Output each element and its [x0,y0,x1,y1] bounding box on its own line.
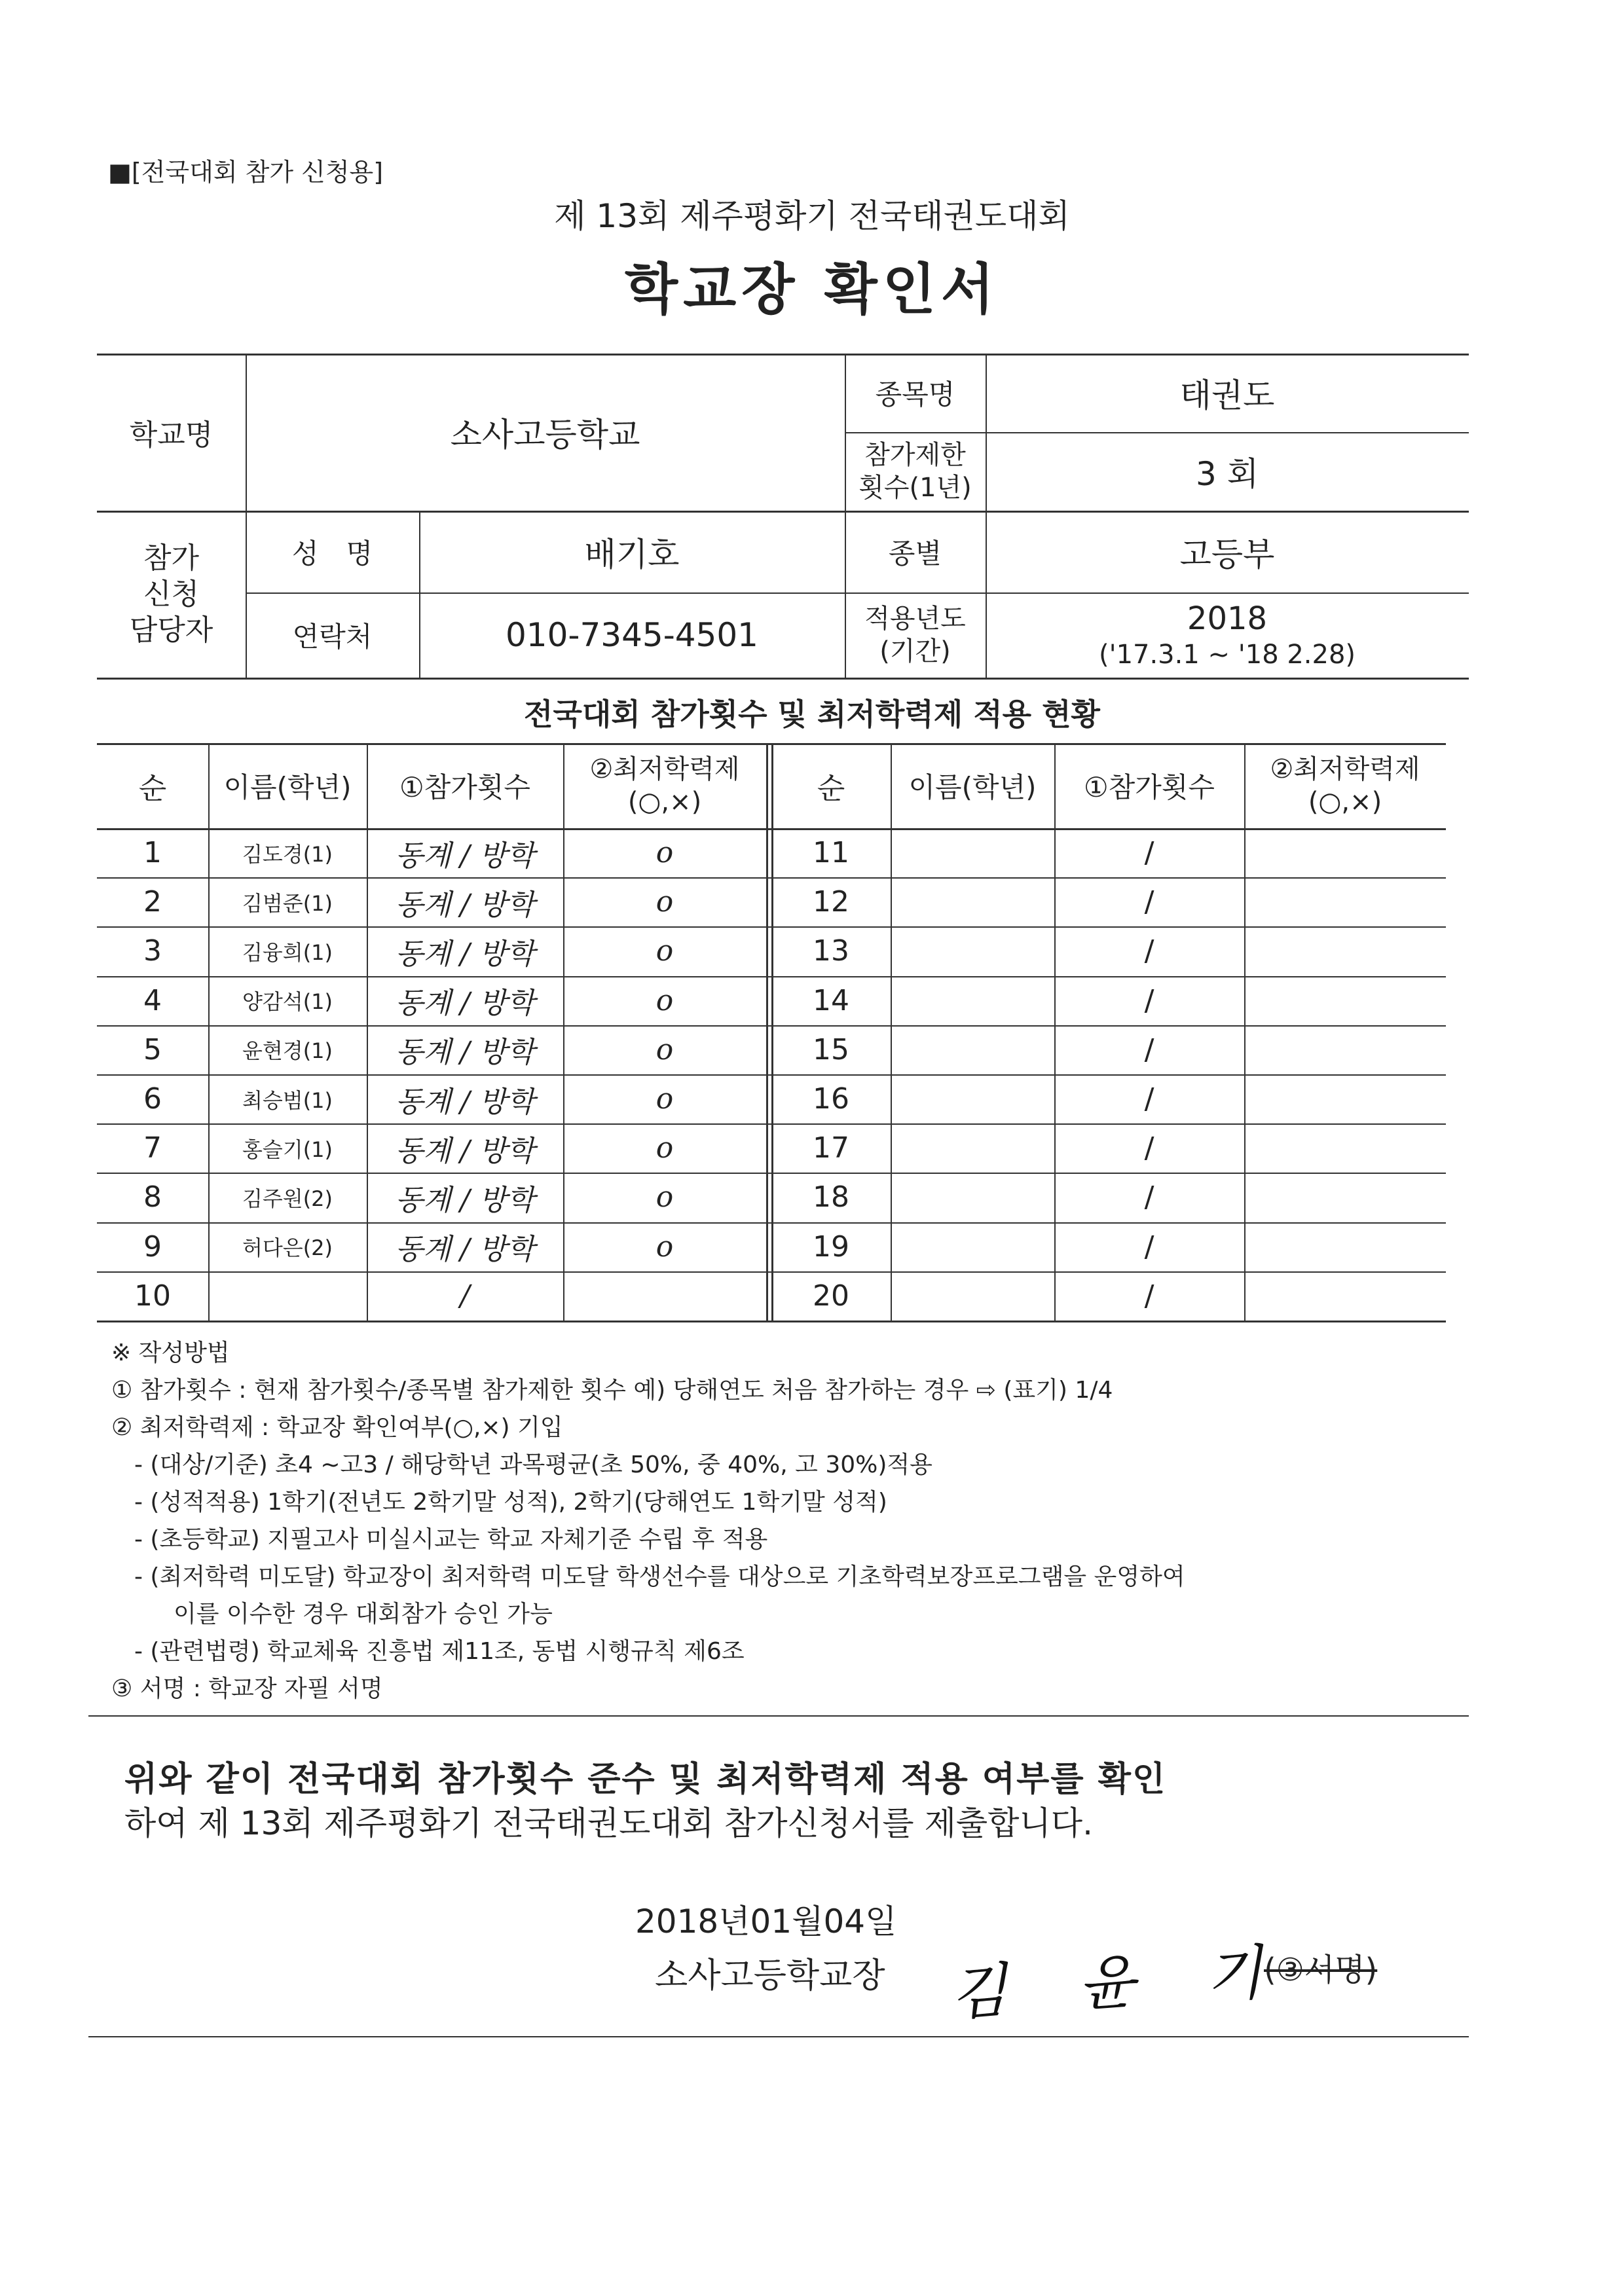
year-value: 2018 [1187,600,1268,637]
cell-min [1244,976,1446,1025]
signature-seal-label: (③서명) [1264,1952,1378,1988]
note-2d-continued: 이를 이수한 경우 대회참가 승인 가능 [174,1601,553,1628]
cell-count: 동계 / 방학 [395,1036,535,1070]
cell-no: 13 [813,934,849,968]
cell-name [891,1222,1054,1271]
note-2e: - (관련법령) 학교체육 진흥법 제11조, 동법 시행규칙 제6조 [134,1638,745,1665]
cell-count: / [1144,983,1154,1017]
cell-min [1244,1173,1446,1222]
cell-count: 동계 / 방학 [395,1134,535,1168]
cell-no: 14 [813,983,849,1017]
year-period: ('17.3.1 ~ '18 2.28) [1098,640,1356,670]
cell-name [891,1025,1054,1074]
cell-min [1244,926,1446,975]
cell-name: 허다은(2) [242,1235,333,1261]
cell-name: 김융희(1) [242,939,333,965]
cell-min: o [655,1082,674,1116]
cell-count: 동계 / 방학 [395,937,535,971]
cell-name: 김도경(1) [242,841,333,867]
note-2a: - (대상/기준) 초4 ~고3 / 해당학년 과목평균(초 50%, 중 40%, 고 30%)적용 [134,1451,932,1478]
contact-person-label [97,511,246,678]
note-2b: - (성적적용) 1학기(전년도 2학기말 성적), 2학기(당해연도 1학기말 성적) [134,1489,887,1516]
col-header-no: 순 [138,772,167,805]
principal-title: 소사고등학교장 [655,1956,885,1995]
note-3: ③ 서명 : 학교장 자필 서명 [111,1675,383,1702]
signing-date: 2018년01월04일 [635,1903,897,1941]
note-2: ② 최저학력제 : 학교장 확인여부(○,×) 기입 [111,1414,563,1441]
col-header-count: ①참가횟수 [399,771,530,803]
notes-divider [88,1715,1469,1717]
cell-no: 20 [813,1279,849,1313]
contact-label-line3: 담당자 [129,613,213,647]
cell-name: 최승범(1) [242,1087,333,1113]
division-label: 종별 [888,537,942,570]
cell-name: 김주원(2) [242,1186,333,1211]
cell-min: o [655,836,674,870]
cell-name [891,926,1054,975]
cell-count: / [1144,1180,1154,1214]
cell-min: o [655,983,674,1017]
cell-min: o [655,1131,674,1165]
event-value: 태권도 [1179,376,1275,414]
page-title: 학교장 확인서 [624,257,1000,321]
principal-signature: 김 윤 기 [948,1937,1291,2029]
phone-value: 010-7345-4501 [505,616,758,654]
cell-count: / [1144,1131,1154,1165]
cell-count: / [1144,1230,1154,1264]
confirmation-line-1: 위와 같이 전국대회 참가횟수 준수 및 최저학력제 적용 여부를 확인 [124,1760,1167,1799]
cell-name [891,976,1054,1025]
cell-name [891,1123,1054,1173]
cell-name: 김범준(1) [242,890,333,916]
confirmation-line-2: 하여 제 13회 제주평화기 전국태권도대회 참가신청서를 제출합니다. [124,1804,1093,1842]
cell-min: o [655,934,674,968]
cell-min [1244,1123,1446,1173]
cell-count: 동계 / 방학 [395,1085,535,1119]
cell-min [1244,1074,1446,1123]
cell-no: 15 [813,1032,849,1066]
form-type-tag: ■[전국대회 참가 신청용] [108,158,384,187]
cell-min [1244,1271,1446,1321]
notes-heading: ※ 작성방법 [111,1339,230,1366]
note-1: ① 참가횟수 : 현재 참가횟수/종목별 참가제한 횟수 예) 당해연도 처음 참가하는 경우 ⇨ (표기) 1/4 [111,1377,1113,1404]
cell-name: 홍슬기(1) [242,1137,333,1162]
cell-no: 19 [813,1230,849,1264]
applicable-year-label [845,592,986,678]
cell-no: 1 [143,836,162,870]
cell-no: 6 [143,1082,162,1116]
col-header-name: 이름(학년) [223,771,352,803]
status-section-title: 전국대회 참가횟수 및 최저학력제 적용 현황 [524,697,1100,732]
cell-name: 양감석(1) [242,989,333,1015]
col-header-min-right-line2: (○,×) [1308,787,1382,817]
cell-count: / [460,1279,470,1313]
cell-min: o [655,1230,674,1264]
cell-no: 11 [813,836,849,870]
contact-label-line1: 참가 [143,541,199,575]
participation-limit-label-line2: 횟수(1년) [858,473,972,503]
cell-no: 5 [143,1032,162,1066]
cell-count: / [1144,1082,1154,1116]
cell-min: o [655,1180,674,1214]
participation-limit-label-line1: 참가제한 [864,440,966,470]
applicable-year-label-line2: (기간) [879,636,951,666]
cell-no: 9 [143,1230,162,1264]
cell-name [891,1271,1054,1321]
contact-label-line2: 신청 [143,577,199,611]
cell-no: 3 [143,934,162,968]
col-header-min-line1: ②최저학력제 [589,754,740,784]
competition-subtitle: 제 13회 제주평화기 전국태권도대회 [554,197,1070,235]
cell-name [208,1271,367,1321]
cell-no: 2 [143,885,162,919]
cell-count: 동계 / 방학 [395,839,535,873]
bottom-divider [88,2036,1469,2037]
cell-no: 12 [813,885,849,919]
participation-limit-value: 3 회 [1195,455,1259,493]
name-label: 성 명 [291,537,373,570]
name-value: 배기호 [584,535,680,574]
col-header-name-right: 이름(학년) [908,771,1037,803]
cell-min [1244,877,1446,926]
cell-min [1244,828,1446,877]
phone-label: 연락처 [292,621,373,653]
cell-name [891,1074,1054,1123]
cell-name [891,1173,1054,1222]
cell-no: 16 [813,1082,849,1116]
cell-no: 17 [813,1131,849,1165]
cell-no: 18 [813,1180,849,1214]
col-header-no-right: 순 [817,772,845,805]
col-header-min-right-line1: ②최저학력제 [1270,754,1420,784]
col-header-min-line2: (○,×) [627,787,702,817]
cell-no: 8 [143,1180,162,1214]
note-2c: - (초등학교) 지필고사 미실시교는 학교 자체기준 수립 후 적용 [134,1526,768,1553]
cell-count: 동계 / 방학 [395,987,535,1021]
note-2d: - (최저학력 미도달) 학교장이 최저학력 미도달 학생선수를 대상으로 기초학력보장프로그램을 운영하여 [134,1563,1185,1590]
school-name-label: 학교명 [129,418,213,452]
cell-name: 윤현경(1) [242,1038,333,1064]
cell-count: 동계 / 방학 [395,1233,535,1267]
applicable-year-label-line1: 적용년도 [864,604,966,634]
cell-count: / [1144,934,1154,968]
cell-min: o [655,885,674,919]
applicable-year-value [986,592,1469,678]
cell-min [563,1271,766,1321]
division-value: 고등부 [1179,535,1275,574]
cell-count: / [1144,836,1154,870]
col-header-min-academic-right [1244,743,1446,828]
cell-min: o [655,1032,674,1066]
cell-count: / [1144,885,1154,919]
participation-limit-label [845,432,986,511]
event-label: 종목명 [875,378,955,410]
cell-no: 7 [143,1131,162,1165]
cell-min [1244,1025,1446,1074]
cell-count: 동계 / 방학 [395,1183,535,1217]
col-header-count-right: ①참가횟수 [1084,771,1215,803]
cell-count: / [1144,1279,1154,1313]
col-header-min-academic [563,743,766,828]
cell-name [891,828,1054,877]
cell-count: 동계 / 방학 [395,888,535,922]
cell-min [1244,1222,1446,1271]
cell-no: 10 [134,1279,171,1313]
cell-no: 4 [143,983,162,1017]
school-name-value: 소사고등학교 [450,416,640,454]
cell-count: / [1144,1032,1154,1066]
cell-name [891,877,1054,926]
